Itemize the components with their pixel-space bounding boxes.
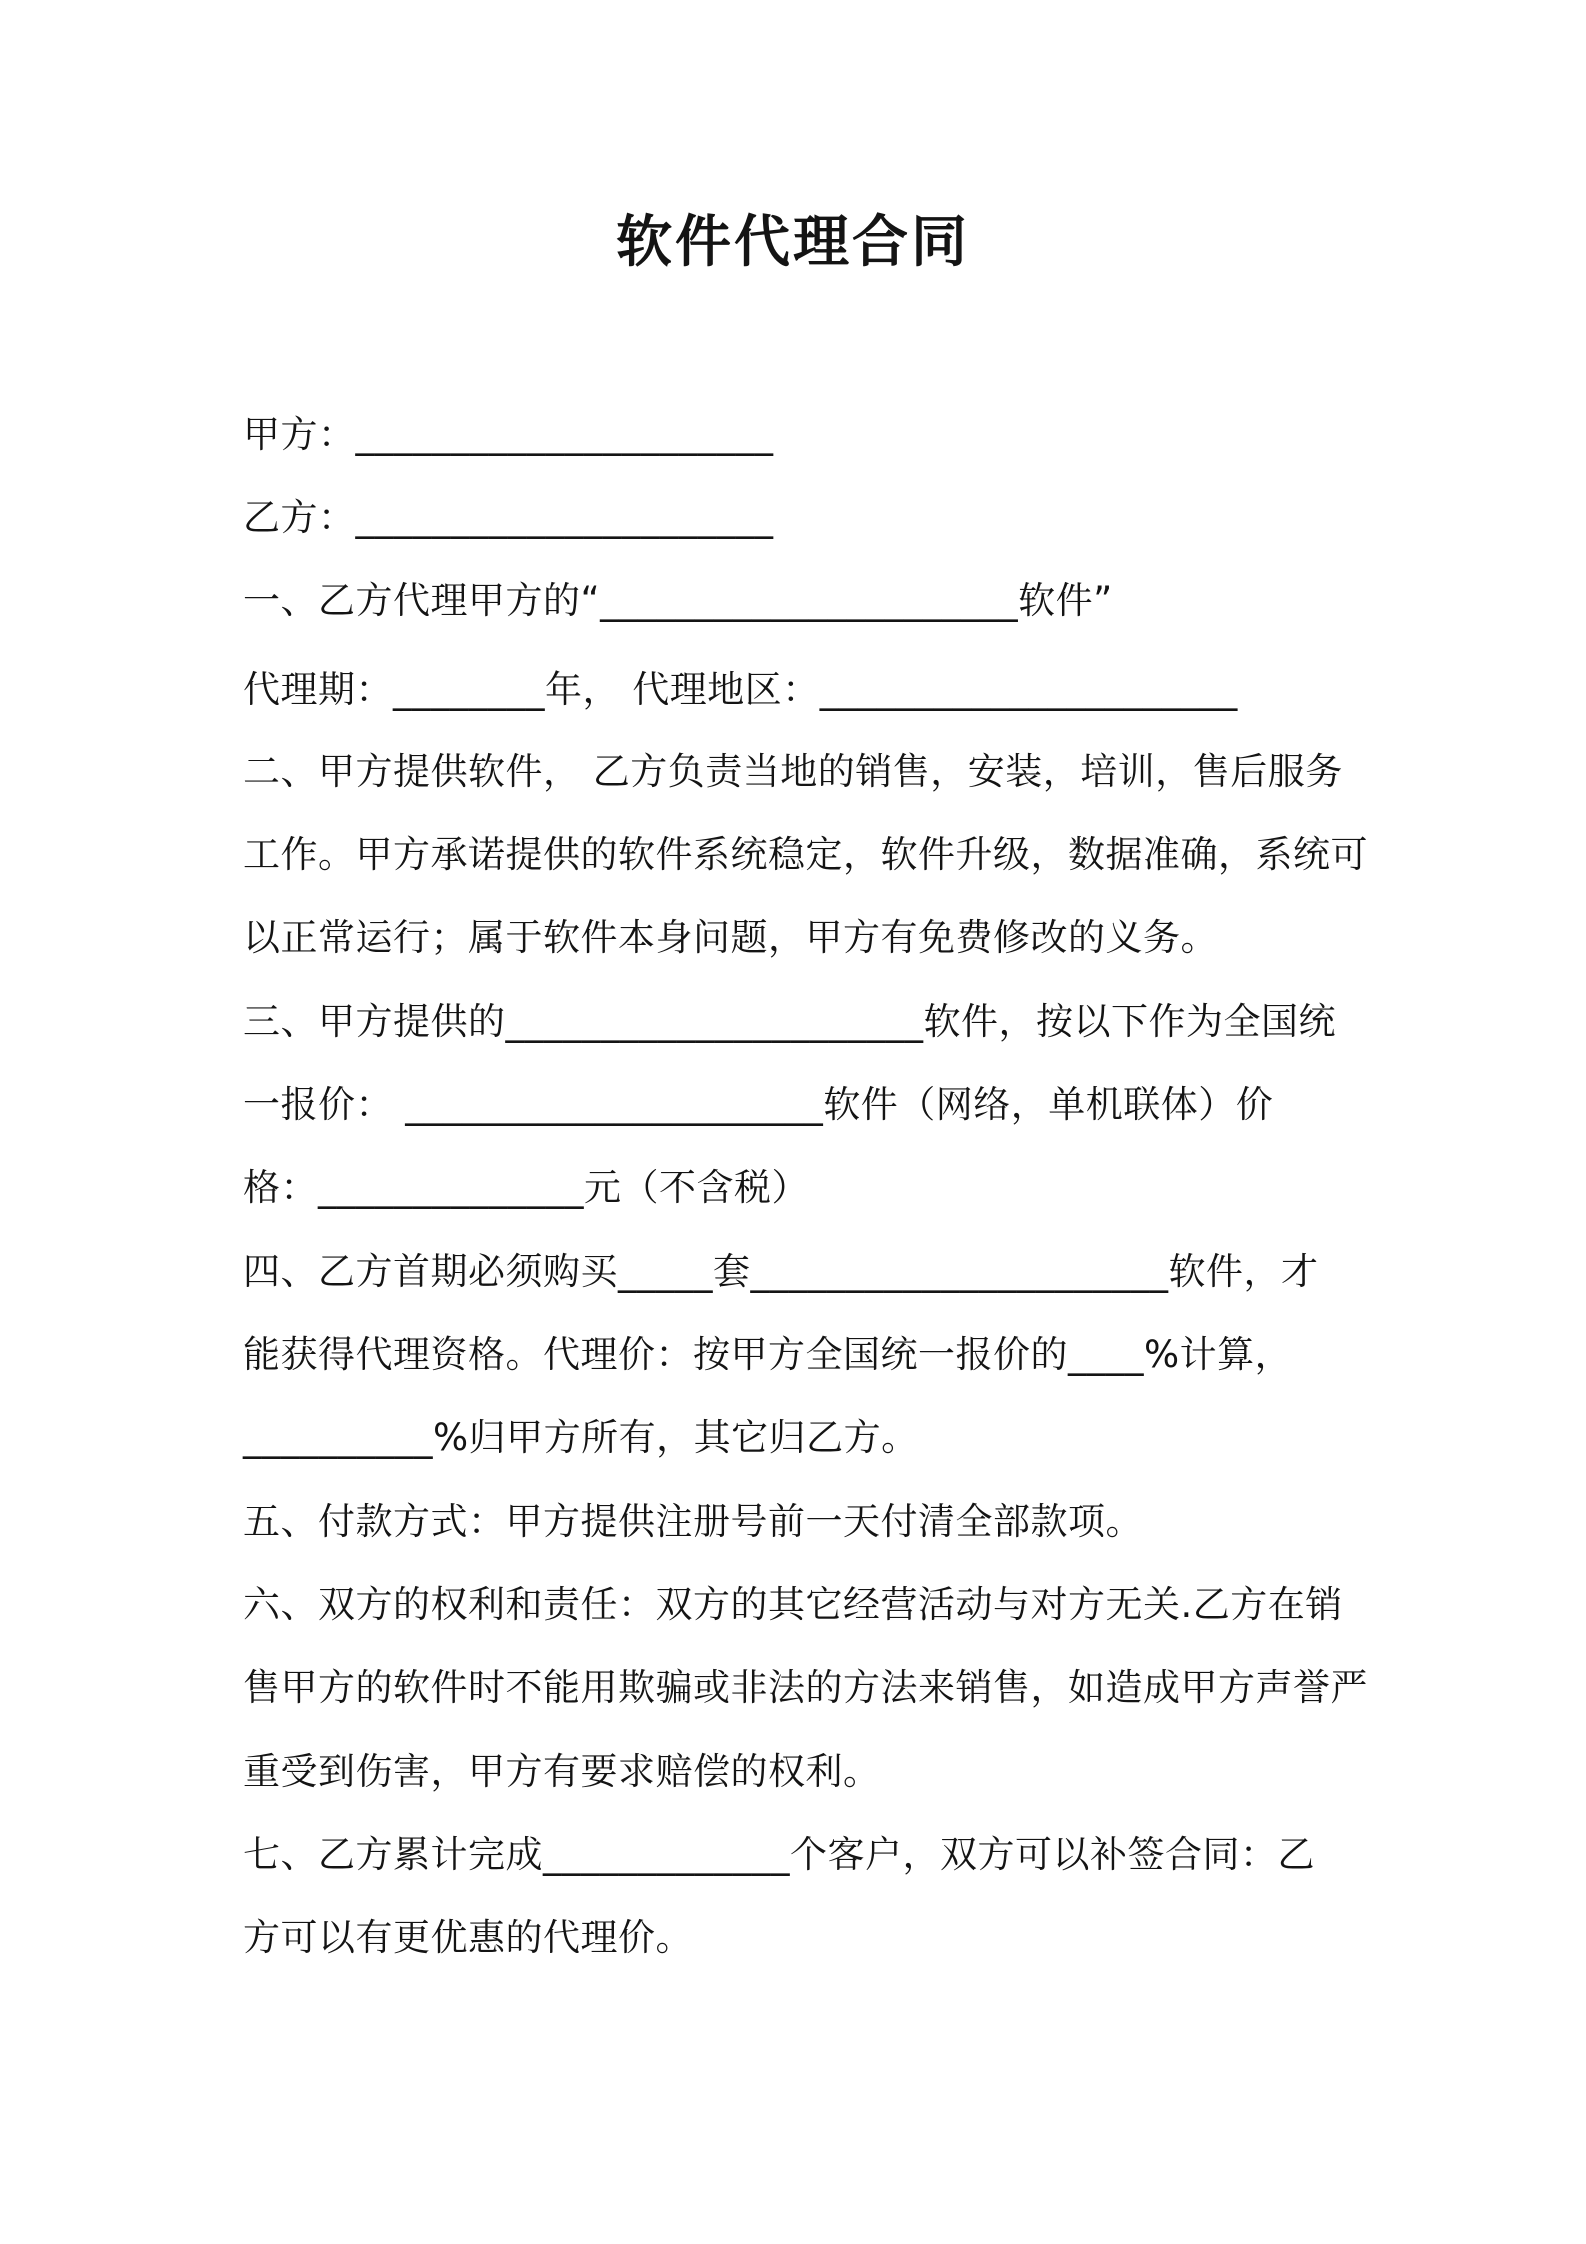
document-title: 软件代理合同 (616, 210, 970, 275)
clause-2-line-2: 工作。甲方承诺提供的软件系统稳定，软件升级，数据准确，系统可 (243, 833, 1368, 876)
clause-2-line-1: 二、甲方提供软件， 乙方负责当地的销售，安装，培训，售后服务 (243, 750, 1343, 793)
clause-6-line-3: 重受到伤害，甲方有要求赔偿的权利。 (243, 1750, 881, 1793)
clause-1-line-1: 一、乙方代理甲方的“______________________软件” (243, 579, 1113, 622)
clause-4-line-3: __________%归甲方所有，其它归乙方。 (243, 1416, 919, 1459)
clause-7-line-2: 方可以有更优惠的代理价。 (243, 1916, 693, 1959)
clause-3-line-1: 三、甲方提供的______________________软件，按以下作为全国统 (243, 1000, 1336, 1043)
clause-3-line-2: 一报价： ______________________软件（网络，单机联体）价 (243, 1083, 1274, 1126)
clause-4-line-2: 能获得代理资格。代理价：按甲方全国统一报价的____%计算， (243, 1333, 1293, 1376)
clause-5-line-1: 五、付款方式：甲方提供注册号前一天付清全部款项。 (243, 1500, 1143, 1543)
clause-2-line-3: 以正常运行；属于软件本身问题，甲方有免费修改的义务。 (243, 916, 1218, 959)
clause-3-line-3: 格：______________元（不含税） (243, 1166, 809, 1209)
clause-4-line-1: 四、乙方首期必须购买_____套______________________软件，才 (243, 1250, 1319, 1293)
clause-6-line-2: 售甲方的软件时不能用欺骗或非法的方法来销售，如造成甲方声誉严 (243, 1666, 1368, 1709)
clause-6-line-1: 六、双方的权利和责任：双方的其它经营活动与对方无关.乙方在销 (243, 1583, 1343, 1626)
clause-7-line-1: 七、乙方累计完成_____________个客户，双方可以补签合同：乙 (243, 1833, 1315, 1876)
clause-1-line-2: 代理期：________年， 代理地区：______________________ (243, 668, 1238, 711)
party-a-line: 甲方：______________________ (243, 413, 774, 456)
party-b-line: 乙方：______________________ (243, 496, 774, 539)
